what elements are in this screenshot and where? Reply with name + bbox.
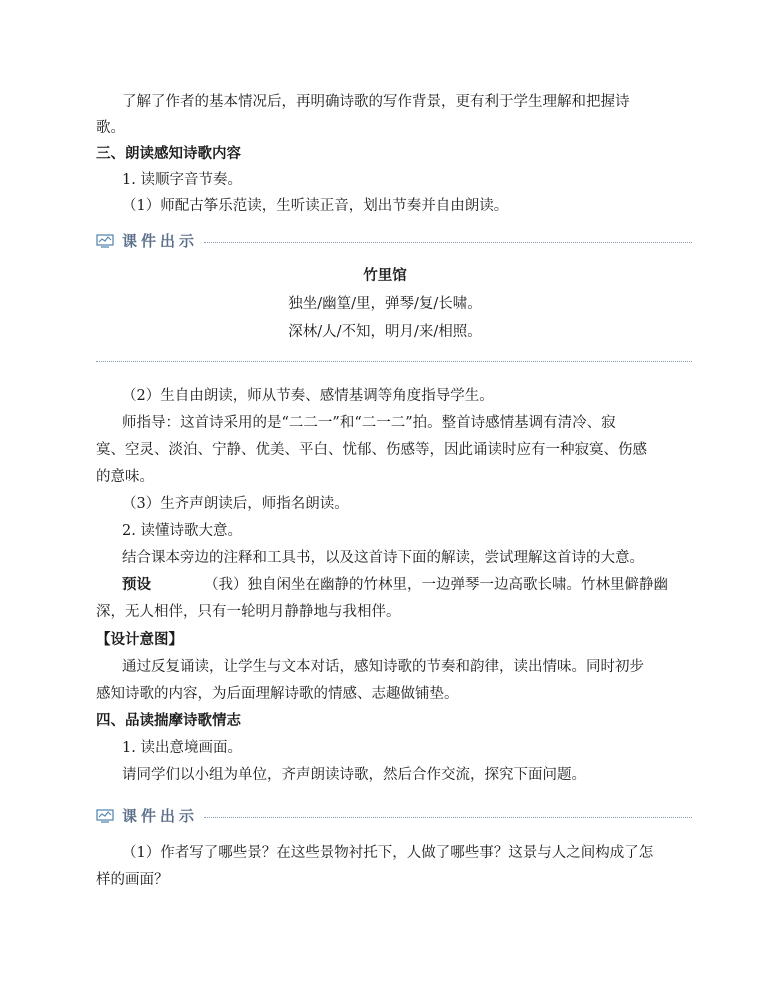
courseware-label: 课件出示 <box>122 232 199 250</box>
paragraph-line: （2）生自由朗读，师从节奏、感情基调等角度指导学生。 <box>122 388 494 404</box>
paragraph-line: （我）独自闲坐在幽静的竹林里，一边弹琴一边高歌长啸。竹林里僻静幽 <box>204 577 668 593</box>
step-heading: 2. 读懂诗歌大意。 <box>122 523 242 539</box>
paragraph-line: 感知诗歌的内容，为后面理解诗歌的情感、志趣做铺垫。 <box>96 686 459 702</box>
dotted-divider <box>96 361 692 362</box>
preset-label: 预设 <box>122 577 151 593</box>
paragraph-line: 的意味。 <box>96 469 154 485</box>
paragraph-line: （1）作者写了哪些景？在这些景物衬托下，人做了哪些事？这景与人之间构成了怎 <box>122 845 654 861</box>
paragraph-line: 结合课本旁边的注释和工具书，以及这首诗下面的解读，尝试理解这首诗的大意。 <box>122 550 644 566</box>
paragraph-line: （1）师配古筝乐范读，生听读正音，划出节奏并自由朗读。 <box>122 198 509 214</box>
poem-line: 独坐/幽篁/里，弹琴/复/长啸。 <box>288 296 482 312</box>
paragraph-line: 了解了作者的基本情况后，再明确诗歌的写作背景，更有利于学生理解和把握诗 <box>122 94 630 110</box>
poem-title: 竹里馆 <box>363 268 407 284</box>
paragraph-line: 深，无人相伴，只有一轮明月静静地与我相伴。 <box>96 604 401 620</box>
paragraph-line: 样的画面？ <box>96 872 169 888</box>
paragraph-line: （3）生齐声朗读后，师指名朗读。 <box>122 496 349 512</box>
screen-chart-icon <box>96 234 114 248</box>
step-heading: 1. 读出意境画面。 <box>122 740 242 756</box>
courseware-label: 课件出示 <box>122 807 199 825</box>
courseware-banner <box>96 805 692 829</box>
dotted-divider <box>204 242 692 243</box>
poem-line: 深林/人/不知，明月/来/相照。 <box>288 324 482 340</box>
section-heading: 三、朗读感知诗歌内容 <box>96 146 241 162</box>
paragraph-line: 师指导：这首诗采用的是“二二一”和“二一二”拍。整首诗感情基调有清冷、寂 <box>122 415 616 431</box>
paragraph-line: 请同学们以小组为单位，齐声朗读诗歌，然后合作交流，探究下面问题。 <box>122 767 586 783</box>
design-intent-heading: 【设计意图】 <box>96 632 183 648</box>
paragraph-line: 歌。 <box>96 120 125 136</box>
dotted-divider <box>204 817 692 818</box>
screen-chart-icon <box>96 809 114 823</box>
section-heading: 四、品读揣摩诗歌情志 <box>96 713 241 729</box>
paragraph-line: 寞、空灵、淡泊、宁静、优美、平白、忧郁、伤感等，因此诵读时应有一种寂寞、伤感 <box>96 442 647 458</box>
step-heading: 1. 读顺字音节奏。 <box>122 172 242 188</box>
courseware-banner <box>96 230 692 254</box>
paragraph-line: 通过反复诵读，让学生与文本对话，感知诗歌的节奏和韵律，读出情味。同时初步 <box>122 659 644 675</box>
